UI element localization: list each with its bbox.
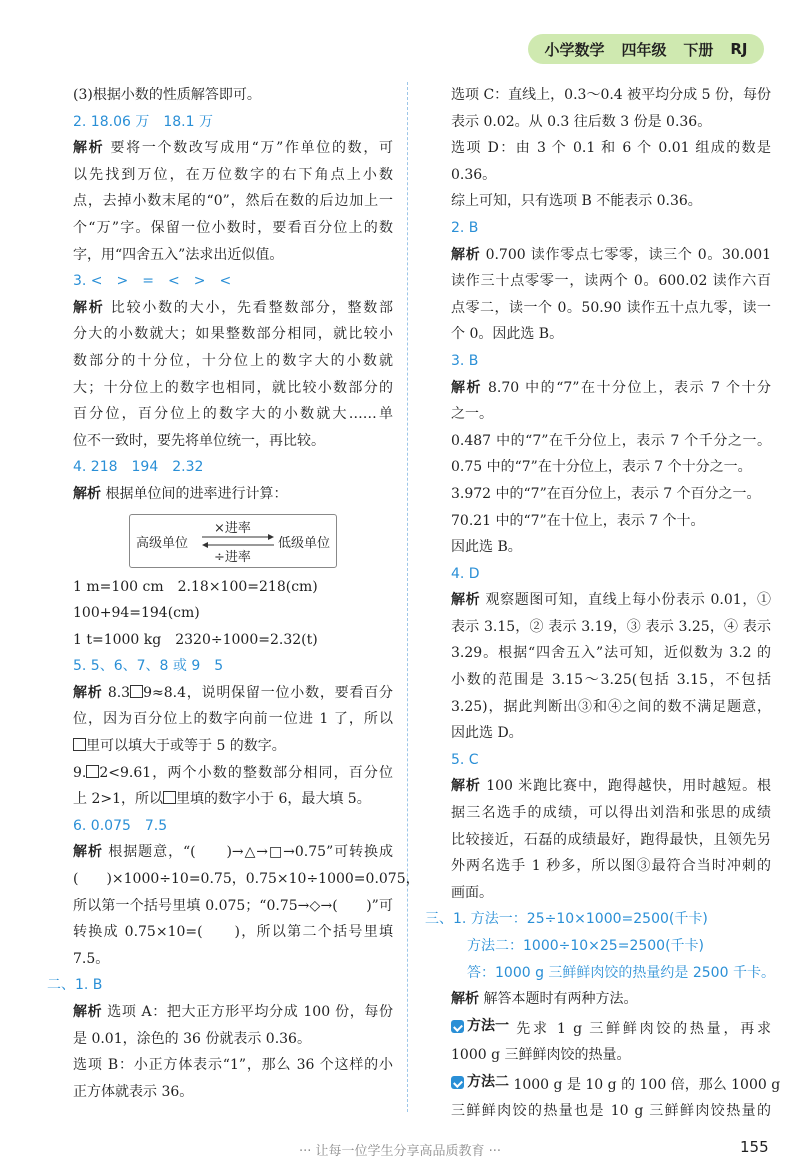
analysis-tag: 解析 [73,844,103,861]
text-line: 个“万”字。保留一位小数时，要看百分位上的数 [73,219,393,236]
method2-line: 方法二 1000 g 是 10 g 的 100 倍，那么 1000 g [451,1069,771,1098]
text-line: 里可以填大于或等于 5 的数字。 [73,733,393,760]
method1-line: 方法一 先求 1 g 三鲜鲜肉饺的热量，再求 [451,1013,771,1042]
diagram-bottom-label: ÷进率 [214,549,251,565]
header-badge [528,34,764,64]
text-line: 读作三十点零零一，读两个 0。600.02 读作六百 [451,273,771,290]
header-volume: 下册 [683,40,714,59]
text-line: 9. 2<9.61，两个小数的整数部分相同，百分位 [73,764,393,781]
blank-box [86,765,99,778]
text-line: 之一。 [451,406,493,423]
explanation-line: 解析 8.3 9≈8.4，说明保留一位小数，要看百分 [73,684,394,701]
column-divider [407,82,408,1112]
analysis-tag: 解析 [73,684,103,701]
analysis-tag: 解析 [451,592,481,609]
text-line: 因此选 B。 [451,539,522,556]
check-icon [451,1076,464,1089]
text-line: 综上可知，只有选项 B 不能表示 0.36。 [451,193,702,210]
blank-box [73,738,86,751]
text-line: 选项 C：直线上，0.3～0.4 被平均分成 5 份，每份 [451,87,771,103]
answer-method2: 方法二：1000÷10×25=2500(千卡) [467,938,705,954]
text-line: 7.5。 [73,950,110,967]
answer-q2: 2. B [451,219,479,236]
analysis-tag: 解析 [73,140,105,157]
explanation-line: 解析 根据单位间的进率进行计算： [73,485,288,502]
text-line: 是 0.01，涂色的 36 份就表示 0.36。 [73,1030,311,1047]
text-line: 70.21 中的“7”在十位上，表示 7 个十。 [451,512,705,529]
diagram-top-label: ×进率 [214,520,251,536]
text-line: 选项 B：小正方体表示“1”，那么 36 个这样的小 [73,1057,393,1074]
explanation-line: 解析 观察题图可知，直线上每小份表示 0.01，① [451,592,771,609]
unit-conversion-diagram [129,514,337,568]
answer-q3: 3. B [451,352,479,369]
text-line: 大；十分位上的数字也相同，就比较小数部分的 [73,379,393,396]
text-line: 比较接近，石磊的成绩最好，跑得最快，且领先另 [451,831,771,848]
text-line: 选项 D：由 3 个 0.1 和 6 个 0.01 组成的数是 [451,140,771,157]
text-line: 三鲜鲜肉饺的热量也是 10 g 三鲜鲜肉饺热量的 [451,1103,771,1120]
check-icon [451,1020,464,1033]
answer-section3-q1: 三、1. 方法一：25÷10×1000=2500(千卡) [425,911,708,928]
text-line: 个 0。因此选 B。 [451,326,564,343]
answer-conclusion: 答：1000 g 三鲜鲜肉饺的热量约是 2500 千卡。 [467,964,775,981]
text-line: 3.29。根据“四舍五入”法可知，近似数为 3.2 的 [451,645,771,662]
text-line: 1 t=1000 kg 2320÷1000=2.32(t) [73,631,318,648]
method1-tag: 方法一 [451,1013,509,1040]
text-line: 画面。 [451,884,493,901]
explanation-line: 解析 要将一个数改写成用“万”作单位的数，可 [73,140,394,157]
method2-tag: 方法二 [451,1069,509,1096]
text-line: 正方体就表示 36。 [73,1083,194,1100]
text-line: 表示 0.02。从 0.3 往后数 3 份是 0.36。 [451,113,712,130]
text-line: 点零二，读一个 0。50.90 读作五十点九零，读一 [451,299,771,316]
text-line: 据三名选手的成绩，可以得出刘浩和张思的成绩 [451,805,771,822]
text-line: (3)根据小数的性质解答即可。 [73,87,261,103]
analysis-tag: 解析 [451,246,481,263]
text-line: 百分位，百分位上的数字大的小数就大……单 [73,406,393,423]
text-line: 上 2>1，所以 里填的数字小于 6，最大填 5。 [73,791,371,808]
text-line: 0.75 中的“7”在十分位上，表示 7 个十分之一。 [451,459,752,476]
analysis-tag: 解析 [451,379,483,396]
text-line: 小数的范围是 3.15～3.25(包括 3.15，不包括 [451,672,771,689]
text-line: 1000 g 三鲜鲜肉饺的热量。 [451,1047,631,1064]
answer-q4: 4. 218 194 2.32 [73,459,204,476]
text-line: 位不一致时，要先将单位统一，再比较。 [73,432,325,449]
page-number: 155 [740,1138,769,1156]
explanation-line: 解析 0.700 读作零点七零零，读三个 0。30.001 [451,246,772,263]
explanation-line: 解析 8.70 中的“7”在十分位上，表示 7 个十分 [451,379,771,396]
header-grade: 四年级 [621,40,667,59]
explanation-line: 解析 解答本题时有两种方法。 [451,991,638,1008]
analysis-tag: 解析 [73,1004,103,1020]
left-column [47,82,420,1105]
explanation-line: 解析 比较小数的大小，先看整数部分，整数部 [73,299,394,316]
text-line: 0.487 中的“7”在千分位上，表示 7 个千分之一。 [451,432,771,449]
text-line: 因此选 D。 [451,725,523,742]
text-line: 3.972 中的“7”在百分位上，表示 7 个百分之一。 [451,485,761,502]
text-line: 转换成 0.75×10=( )，所以第二个括号里填 [73,924,393,941]
answer-section2-q1: 二、1. B [47,977,103,994]
text-line: 1 m=100 cm 2.18×100=218(cm) [73,578,318,595]
analysis-tag: 解析 [451,778,481,795]
blank-box [130,685,143,698]
explanation-line: 解析 根据题意，“( )→△→□→0.75”可转换成 [73,844,393,861]
diagram-left-label: 高级单位 [136,535,189,551]
text-line: ( )×1000÷10=0.75，0.75×10÷1000=0.075， [73,871,420,888]
answer-q5: 5. 5、6、7、8 或 9 5 [73,658,224,675]
text-line: 以先找到万位，在万位数字的右下角点上小数 [73,166,393,183]
text-line: 位，因为百分位上的数字向前一位进 1 了，所以 [73,711,393,728]
answer-q6: 6. 0.075 7.5 [73,817,168,834]
diagram-right-label: 低级单位 [277,535,330,551]
footer-slogan: ··· 让每一位学生分享高品质教育 ··· [298,1144,502,1159]
analysis-tag: 解析 [73,299,105,316]
header-edition: RJ [730,40,748,58]
header-subject: 小学数学 [544,40,605,59]
text-line: 3.25)，据此判断出③和④之间的数不满足题意， [451,698,771,715]
right-column [425,82,781,1125]
analysis-tag: 解析 [451,991,479,1008]
answer-q5: 5. C [451,751,479,768]
analysis-tag: 解析 [73,485,101,502]
explanation-line: 解析 选项 A：把大正方形平均分成 100 份，每份 [73,1004,393,1020]
text-line: 表示 3.15，② 表示 3.19，③ 表示 3.25，④ 表示 [451,618,771,635]
answer-q2: 2. 18.06 万 18.1 万 [73,113,213,130]
text-line: 100+94=194(cm) [73,605,200,622]
text-line: 所以第一个括号里填 0.075；“0.75→◇→( )”可 [73,897,393,914]
answer-q3: 3. < > = < > < [73,273,232,290]
answer-q4: 4. D [451,565,480,582]
text-line: 点，去掉小数末尾的“0”，然后在数的后边加上一 [73,193,393,210]
text-line: 字，用“四舍五入”法求出近似值。 [73,246,284,263]
text-line: 外两名选手 1 秒多，所以图③最符合当时冲刺的 [451,858,771,875]
text-line: 0.36。 [451,166,497,183]
blank-box [163,791,176,804]
text-line: 数部分的十分位，十分位上的数字大的小数就 [73,352,393,369]
explanation-line: 解析 100 米跑比赛中，跑得越快，用时越短。根 [451,778,772,795]
text-line: 分大的小数就大；如果整数部分相同，就比较小 [73,326,393,343]
